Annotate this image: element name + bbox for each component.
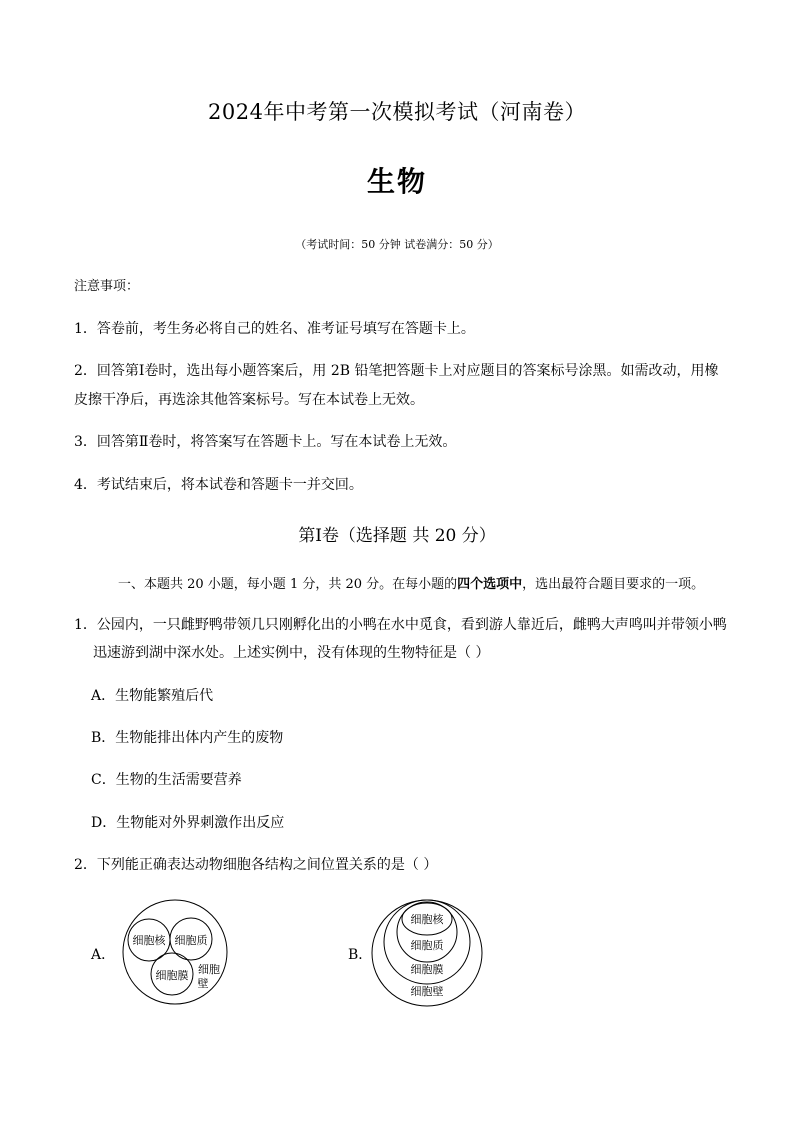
cell-diagram-a	[115, 898, 240, 1008]
cell-wall-label-2: 壁	[197, 977, 209, 990]
notes-heading: 注意事项：	[74, 279, 140, 294]
cytoplasm-label: 细胞质	[174, 934, 208, 947]
subject-title: 生物	[366, 165, 427, 198]
q1-stem-line1: 1．公园内，一只雌野鸭带领几只刚孵化出的小鸭在水中觅食，看到游人靠近后，雌鸭大声鸣叫并带领小鸭	[74, 617, 727, 633]
part-title: 第Ⅰ卷（选择题 共 20 分）	[298, 526, 496, 546]
membrane-label: 细胞膜	[155, 969, 189, 982]
q1-option-c: C．生物的生活需要营养	[91, 772, 242, 788]
nucleus-label-b: 细胞核	[410, 913, 444, 926]
section-instruction: 一、本题共 20 小题，每小题 1 分，共 20 分。在每小题的四个选项中，选出最符合题目要求的一项。	[118, 577, 705, 592]
note-item-3: 3．回答第Ⅱ卷时，将答案写在答题卡上。写在本试卷上无效。	[74, 434, 457, 450]
q1-stem-line2: 迅速游到湖中深水处。上述实例中，没有体现的生物特征是（ ）	[93, 645, 490, 661]
cell-diagram-b	[370, 897, 485, 1009]
cytoplasm-label-b: 细胞质	[410, 939, 444, 952]
nucleus-label: 细胞核	[132, 934, 166, 947]
q2-stem: 2．下列能正确表达动物细胞各结构之间位置关系的是（ ）	[74, 857, 438, 873]
membrane-label-b: 细胞膜	[410, 963, 444, 976]
cell-wall-label-1: 细胞	[198, 963, 220, 976]
note-item-2: 2．回答第Ⅰ卷时，选出每小题答案后，用 2B 铅笔把答题卡上对应题目的答案标号涂黑。如需改动，用橡	[74, 363, 719, 379]
note-item-1: 1．答卷前，考生务必将自己的姓名、准考证号填写在答题卡上。	[74, 321, 475, 337]
q1-option-b: B．生物能排出体内产生的废物	[91, 730, 284, 746]
q2-option-b-label: B．	[348, 947, 373, 963]
note-item-4: 4．考试结束后，将本试卷和答题卡一并交回。	[74, 477, 363, 493]
note-item-2-cont: 皮擦干净后，再选涂其他答案标号。写在本试卷上无效。	[74, 392, 424, 408]
cytoplasm-ellipse	[397, 902, 457, 962]
q2-option-a-label: A．	[91, 947, 116, 963]
exam-info: （考试时间：50 分钟 试卷满分：50 分）	[295, 238, 499, 251]
exam-title: 2024年中考第一次模拟考试（河南卷）	[208, 100, 586, 124]
q1-option-a: A．生物能繁殖后代	[91, 688, 214, 704]
q1-option-d: D．生物能对外界刺激作出反应	[91, 815, 285, 831]
cell-wall-label-b: 细胞壁	[410, 985, 444, 998]
